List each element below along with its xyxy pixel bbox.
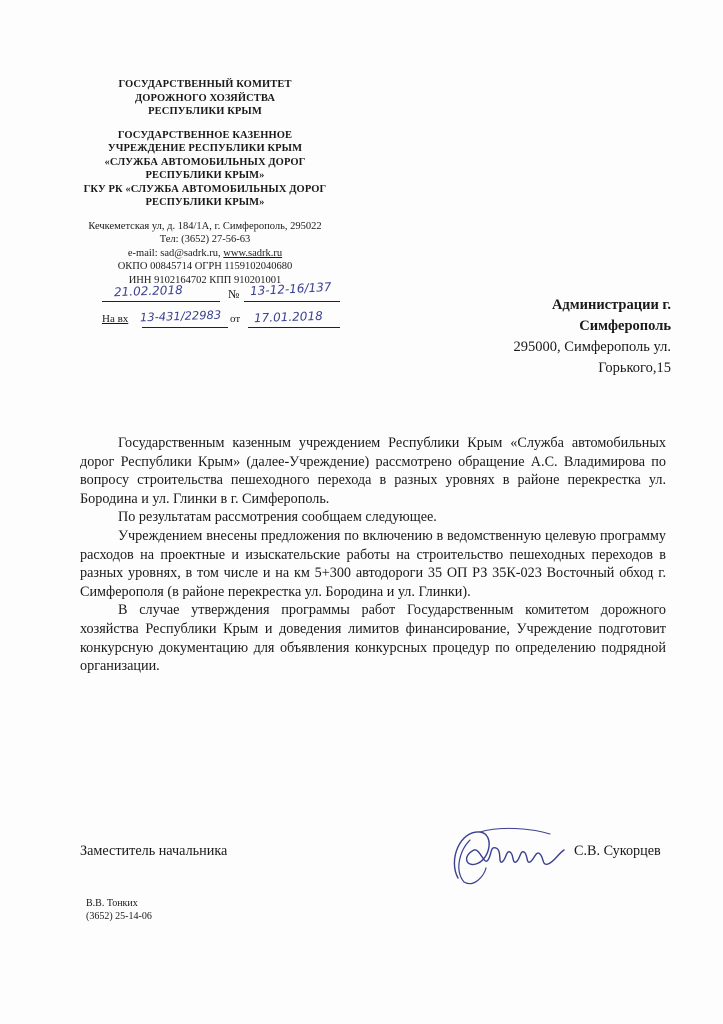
signer-title: Заместитель начальника: [80, 843, 228, 859]
date-underline: [102, 301, 220, 302]
org-name-institution: [60, 129, 350, 210]
signer-name: С.В. Сукорцев: [574, 843, 661, 859]
outgoing-number: 13-12-16/137: [249, 279, 332, 299]
org-line: РЕСПУБЛИКИ КРЫМ: [148, 106, 262, 117]
body-paragraph: В случае утверждения программы работ Государственным комитетом дорожного хозяйства Республики Крым и доведения лимитов финансирование, Учреждение подготовит конкурсную документацию для объявления конкурсных процедур по определению подрядной организации.: [80, 602, 666, 675]
body-paragraph: Государственным казенным учреждением Республики Крым «Служба автомобильных дорог Республики Крым» (далее-Учреждение) рассмотрено обращение А.С. Владимирова по вопросу строительства пешеходного перехода в разных уровнях в районе перекрестка ул. Бородина и ул. Глинки в г. Симферополь.: [80, 435, 666, 507]
incoming-date: 17.01.2018: [253, 308, 323, 326]
org-line: ГОСУДАРСТВЕННОЕ КАЗЕННОЕ: [117, 129, 293, 141]
outgoing-date: 21.02.2018: [113, 282, 183, 300]
executor-block: [86, 897, 152, 923]
body-paragraph: Учреждением внесены предложения по включению в ведомственную целевую программу расходов на проектные и изыскательские работы на строительство пешеходных переходов в разных уровнях, в том числе и на км 5+300 автодороги 35 ОП РЗ 35К-023 Восточный обход г. Симферополя (в районе перекрестка ул. Бородина и ул. Глинки).: [80, 527, 666, 600]
org-contacts: [60, 220, 350, 288]
org-line: ГОСУДАРСТВЕННЫЙ КОМИТЕТ: [118, 79, 292, 90]
handwritten-signature: [440, 820, 570, 890]
org-line: РЕСПУБЛИКИ КРЫМ»: [145, 170, 265, 181]
from-label: от: [230, 313, 241, 325]
org-line: «СЛУЖБА АВТОМОБИЛЬНЫХ ДОРОГ: [104, 156, 306, 168]
incoming-registration: [102, 307, 342, 329]
addressee-line: Администрации г.: [551, 297, 671, 313]
org-line: РЕСПУБЛИКИ КРЫМ»: [145, 197, 265, 208]
org-phone: Тел: (3652) 27-56-63: [159, 234, 251, 245]
addressee-line: Горького,15: [598, 360, 671, 376]
incoming-number: 13-431/22983: [139, 307, 222, 325]
executor-name: В.В. Тонких: [86, 898, 138, 909]
org-address: Кечкеметская ул, д. 184/1А, г. Симферополь, 295022: [88, 220, 322, 232]
org-email: e-mail: sad@sadrk.ru,: [127, 247, 224, 259]
org-line: УЧРЕЖДЕНИЕ РЕСПУБЛИКИ КРЫМ: [107, 143, 303, 154]
body-paragraph: По результатам рассмотрения сообщаем следующее.: [118, 509, 437, 526]
letter-body: [80, 434, 666, 676]
org-line: ДОРОЖНОГО ХОЗЯЙСТВА: [134, 92, 276, 104]
incoming-label: На вх: [102, 313, 129, 325]
letterhead: [60, 78, 350, 287]
addressee-line: Симферополь: [579, 318, 671, 334]
addressee-block: [411, 295, 671, 379]
org-line: ГКУ РК «СЛУЖБА АВТОМОБИЛЬНЫХ ДОРОГ: [83, 183, 327, 195]
addressee-line: 295000, Симферополь ул.: [513, 339, 671, 355]
org-website-link[interactable]: www.sadrk.ru: [223, 247, 283, 259]
org-okpo-ogrn: ОКПО 00845714 ОГРН 1159102040680: [117, 261, 293, 272]
org-name-committee: [60, 78, 350, 119]
number-sign: №: [228, 287, 240, 301]
executor-phone: (3652) 25-14-06: [86, 911, 152, 922]
number-underline: [244, 301, 340, 302]
org-inn-kpp: ИНН 9102164702 КПП 910201001: [128, 274, 282, 286]
incoming-date-underline: [248, 327, 340, 328]
incoming-number-underline: [142, 327, 228, 328]
org-email-line: [60, 247, 350, 261]
